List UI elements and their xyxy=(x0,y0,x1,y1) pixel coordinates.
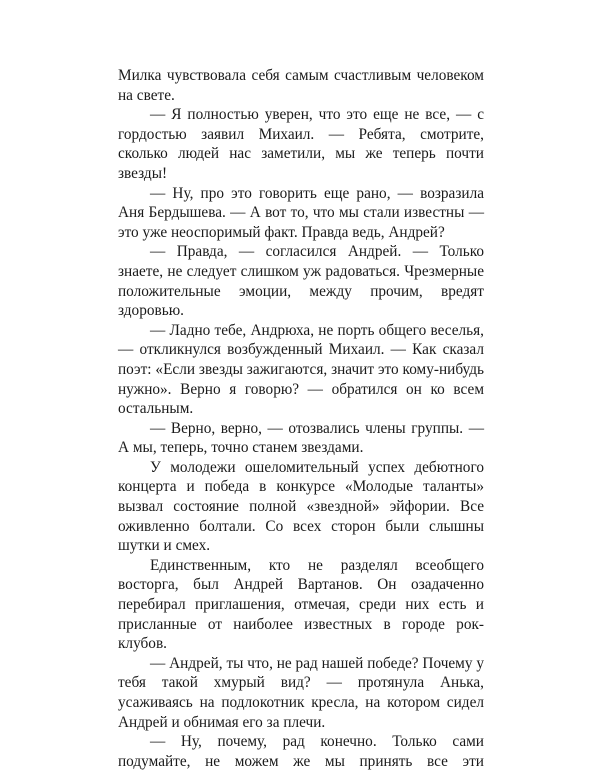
page-text xyxy=(118,66,484,771)
paragraph: У молодежи ошеломительный успех дебютного концерта и победа в конкурсе «Молодые таланты» вызвал состояние полной «звездной» эйфории. Все оживленно болтали. Со всех сторон были слышны шутки и смех. xyxy=(118,458,484,555)
paragraph: — Ладно тебе, Андрюха, не порть общего веселья, — откликнулся возбужденный Михаил. — Как сказал поэт: «Если звезды зажигаются, значит это кому-нибудь нужно». Верно я говорю? — обратился он ко всем остальным. xyxy=(118,321,484,418)
paragraph: Милка чувствовала себя самым счастливым человеком на свете. xyxy=(118,67,484,104)
paragraph: — Андрей, ты что, не рад нашей победе? Почему у тебя такой хмурый вид? — протянула Анька, усаживаясь на подлокотник кресла, на котором сидел Андрей и обнимая его за плечи. xyxy=(118,654,484,731)
paragraph: — Ну, про это говорить еще рано, — возразила Аня Бердышева. — А вот то, что мы стали известны — это уже неоспоримый факт. Правда ведь, Андрей? xyxy=(118,184,484,241)
paragraph: Единственным, кто не разделял всеобщего восторга, был Андрей Вартанов. Он озадаченно перебирал приглашения, отмечая, среди них есть и присланные от наиболее известных в городе рок-клубов. xyxy=(118,556,484,653)
paragraph: — Правда, — согласился Андрей. — Только знаете, не следует слишком уж радоваться. Чрезмерные положительные эмоции, между прочим, вредят здоровью. xyxy=(118,243,484,320)
paragraph: — Я полностью уверен, что это еще не все, — с гордостью заявил Михаил. — Ребята, смотрите, сколько людей нас заметили, мы же теперь почти звезды! xyxy=(118,106,484,182)
paragraph: — Верно, верно, — отозвались члены группы. — А мы, теперь, точно станем звездами. xyxy=(118,419,484,457)
paragraph: — Ну, почему, рад конечно. Только сами подумайте, не можем же мы принять все эти xyxy=(118,733,484,770)
